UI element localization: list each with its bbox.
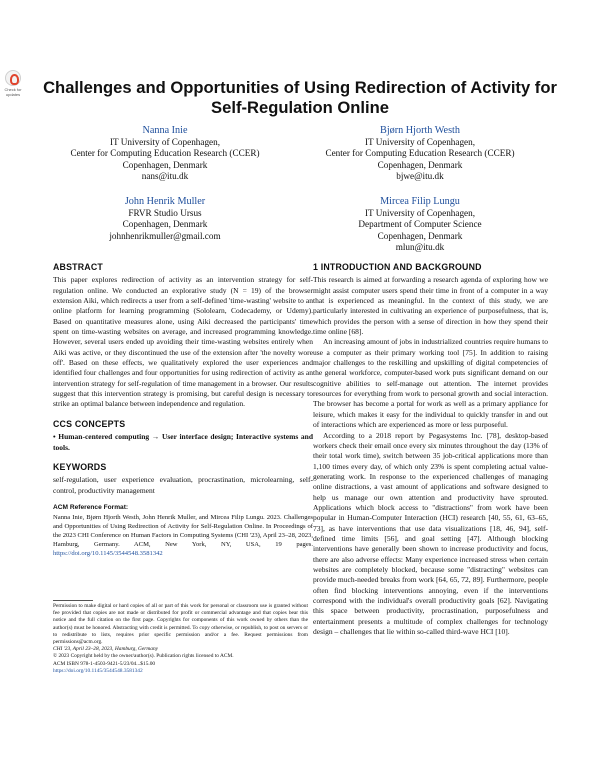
author-location: Copenhagen, Denmark (122, 159, 208, 170)
author-name: Nanna Inie (142, 125, 188, 136)
author-email: bjwe@itu.dk (396, 170, 444, 181)
author-block (315, 124, 525, 182)
author-affiliation: IT University of Copenhagen, (364, 208, 476, 218)
permission-text: Permission to make digital or hard copies of all or part of this work for personal or classroom use is granted without fee provided that copies are not made or distributed for profit or commercial advantage and that copies bear this notice and the full citation on the first page. Copyrights for components of this work owned by others than the author(s) must be honored. Abstracting with credit is permitted. To copy otherwise, or republish, to post on servers or to redistribute to lists, requires prior specific permission and/or a fee. Request permissions from permissions@acm.org. (53, 603, 308, 646)
right-column (313, 262, 548, 637)
author-email: mlun@itu.dk (395, 241, 445, 252)
ccs-text: • Human-centered computing → User interface design; Interactive systems and tools. (53, 432, 313, 452)
acm-reference-text: Nanna Inie, Bjørn Hjorth Westh, John Henrik Muller, and Mircea Filip Lungu. 2023. Challenges and Opportunities of Using Redirection of Activity for Self-Regulation Online. In Proceedings of the 2023 CHI Conference on Human Factors in Computing Systems (CHI '23), April 23–28, 2023, Hamburg, Germany. ACM, New York, NY, USA, 19 pages. https://doi.org/10.1145/3544548.3581342 (53, 514, 313, 558)
author-email: nans@itu.dk (141, 170, 189, 181)
intro-paragraph: This research is aimed at forwarding a research agenda of exploring how we might assist computer users spend their time in front of a computer in a way that is experienced as meaningful. In the context of this study, we are particularly interested in cultivating an experience of purposefulness, that is, which provides the person with a sense of direction in how they spend their time online [68]. (313, 275, 548, 337)
author-affiliation: Department of Computer Science (358, 219, 482, 230)
author-affiliation: Center for Computing Education Research (CCER) (325, 148, 515, 159)
author-name: Bjørn Hjorth Westh (380, 125, 460, 136)
acm-reference-doi-link[interactable]: https://doi.org/10.1145/3544548.3581342 (53, 550, 163, 558)
isbn-line: ACM ISBN 978-1-4503-9421-5/23/04...$15.00 (53, 660, 156, 667)
acm-reference-heading: ACM Reference Format: (53, 503, 129, 511)
author-block (315, 195, 525, 253)
author-name: John Henrik Muller (124, 196, 206, 207)
keywords-text: self-regulation, user experience evaluation, procrastination, microlearning, self-control, productivity management (53, 475, 313, 495)
author-email: johnhenrikmuller@gmail.com (109, 230, 221, 241)
author-affiliation: FRVR Studio Ursus (128, 208, 202, 218)
author-location: Copenhagen, Denmark (122, 219, 208, 230)
author-location: Copenhagen, Denmark (377, 230, 463, 241)
author-name: Mircea Filip Lungu (380, 196, 460, 207)
badge-label: Check for updates (4, 87, 22, 97)
check-for-updates-badge[interactable] (2, 70, 24, 100)
author-location: Copenhagen, Denmark (377, 159, 463, 170)
permission-notice (53, 603, 308, 675)
left-column (53, 262, 313, 558)
abstract-text: This paper explores redirection of activity as an intervention strategy for self-regulation online. We conducted an explorative study (N = 19) of the browser extension Aiki, which redirects a user from a self-defined 'time-wasting' website to an online platform for learning programming (Sololearn, Codecademy, or Udemy). Based on quantitative measures alone, using Aiki decreased the participants' time spent on time-wasting websites on average, and increased programming knowledge. However, several users ended up avoiding their time-wasting websites entirely when Aiki was active, or they discontinued the use of the extension after 'the novelty wore off'. Based on these effects, we qualitatively explored the user experiences and identified four challenges and four opportunities for using redirection of activity as an intervention strategy for self-regulation of time management in a browser. Our results suggest that this intervention strategy is promising, but careful design is necessary to strike an optimal balance between independence and regulation. (53, 275, 313, 409)
ccs-heading: CCS CONCEPTS (53, 418, 126, 429)
copyright-line: © 2023 Copyright held by the owner/author(s). Publication rights licensed to ACM. (53, 653, 234, 660)
intro-heading: 1 INTRODUCTION AND BACKGROUND (313, 262, 482, 272)
permission-doi-link[interactable]: https://doi.org/10.1145/3544548.3581342 (53, 667, 143, 674)
author-block (60, 195, 270, 242)
keywords-heading: KEYWORDS (53, 461, 107, 472)
intro-paragraph: According to a 2018 report by Pegasystems Inc. [78], desktop-based workers check their email once every six minutes throughout the day (13% of their total work time), switch between 35 job-critical applications more than 1,100 times every day, of which only 23% is spent completing actual value-generating work. In response to the experienced challenges of managing online distractions, a vast amount of applications and software designed to help us manage our own attention and productivity have sprouted. Applications which block access to "distractions" from work have been popular in Human-Computer Interaction (HCI) research [40, 55, 61, 63–65, 73], as have interventions that use data visualizations [18, 46, 94], self-defined time limits [56], and goal setting [47]. Although blocking interventions have generally been shown to increase productivity and focus, there are also adverse effects: Many experience increased stress when certain websites are completely blocked, because some "distracting" websites can provide much-needed breaks from work [64, 65, 72, 89]. Furthermore, people often find blocking interventions annoying, even if the interventions correspond with the individual's overall productivity goals [62]. Navigating this space between productivity, procrastination, purposefulness and entertainment presents a multitude of complex challenges for technology design – challenges that lie within so-called third-wave HCI [10]. (313, 430, 548, 637)
author-affiliation: Center for Computing Education Research (CCER) (70, 148, 260, 159)
abstract-heading: ABSTRACT (53, 262, 103, 272)
author-affiliation: IT University of Copenhagen, (109, 137, 221, 147)
author-block (60, 124, 270, 182)
intro-paragraph: An increasing amount of jobs in industrialized countries require humans to use a computer as their primary working tool [75]. In addition to raising major challenges to the reskilling and upskilling of digital competencies of the general workforce, computer-based work puts significant demand on our cognitive abilities to self-manage out attention. The internet provides resources for everything from work to personal growth and social interaction. The browser has become a portal for work as well as a primary appliance for leisure, which makes it easy for the individual to quickly transfer in and out of interactions which are experienced as more or less purposeful. (313, 337, 548, 430)
conference-venue: CHI '23, April 23–28, 2023, Hamburg, Germany (53, 646, 159, 653)
paper-title: Challenges and Opportunities of Using Redirection of Activity for Self-Regulation Online (43, 78, 557, 117)
footnote-divider (53, 600, 93, 601)
author-affiliation: IT University of Copenhagen, (364, 137, 476, 147)
crossmark-icon (5, 70, 21, 86)
